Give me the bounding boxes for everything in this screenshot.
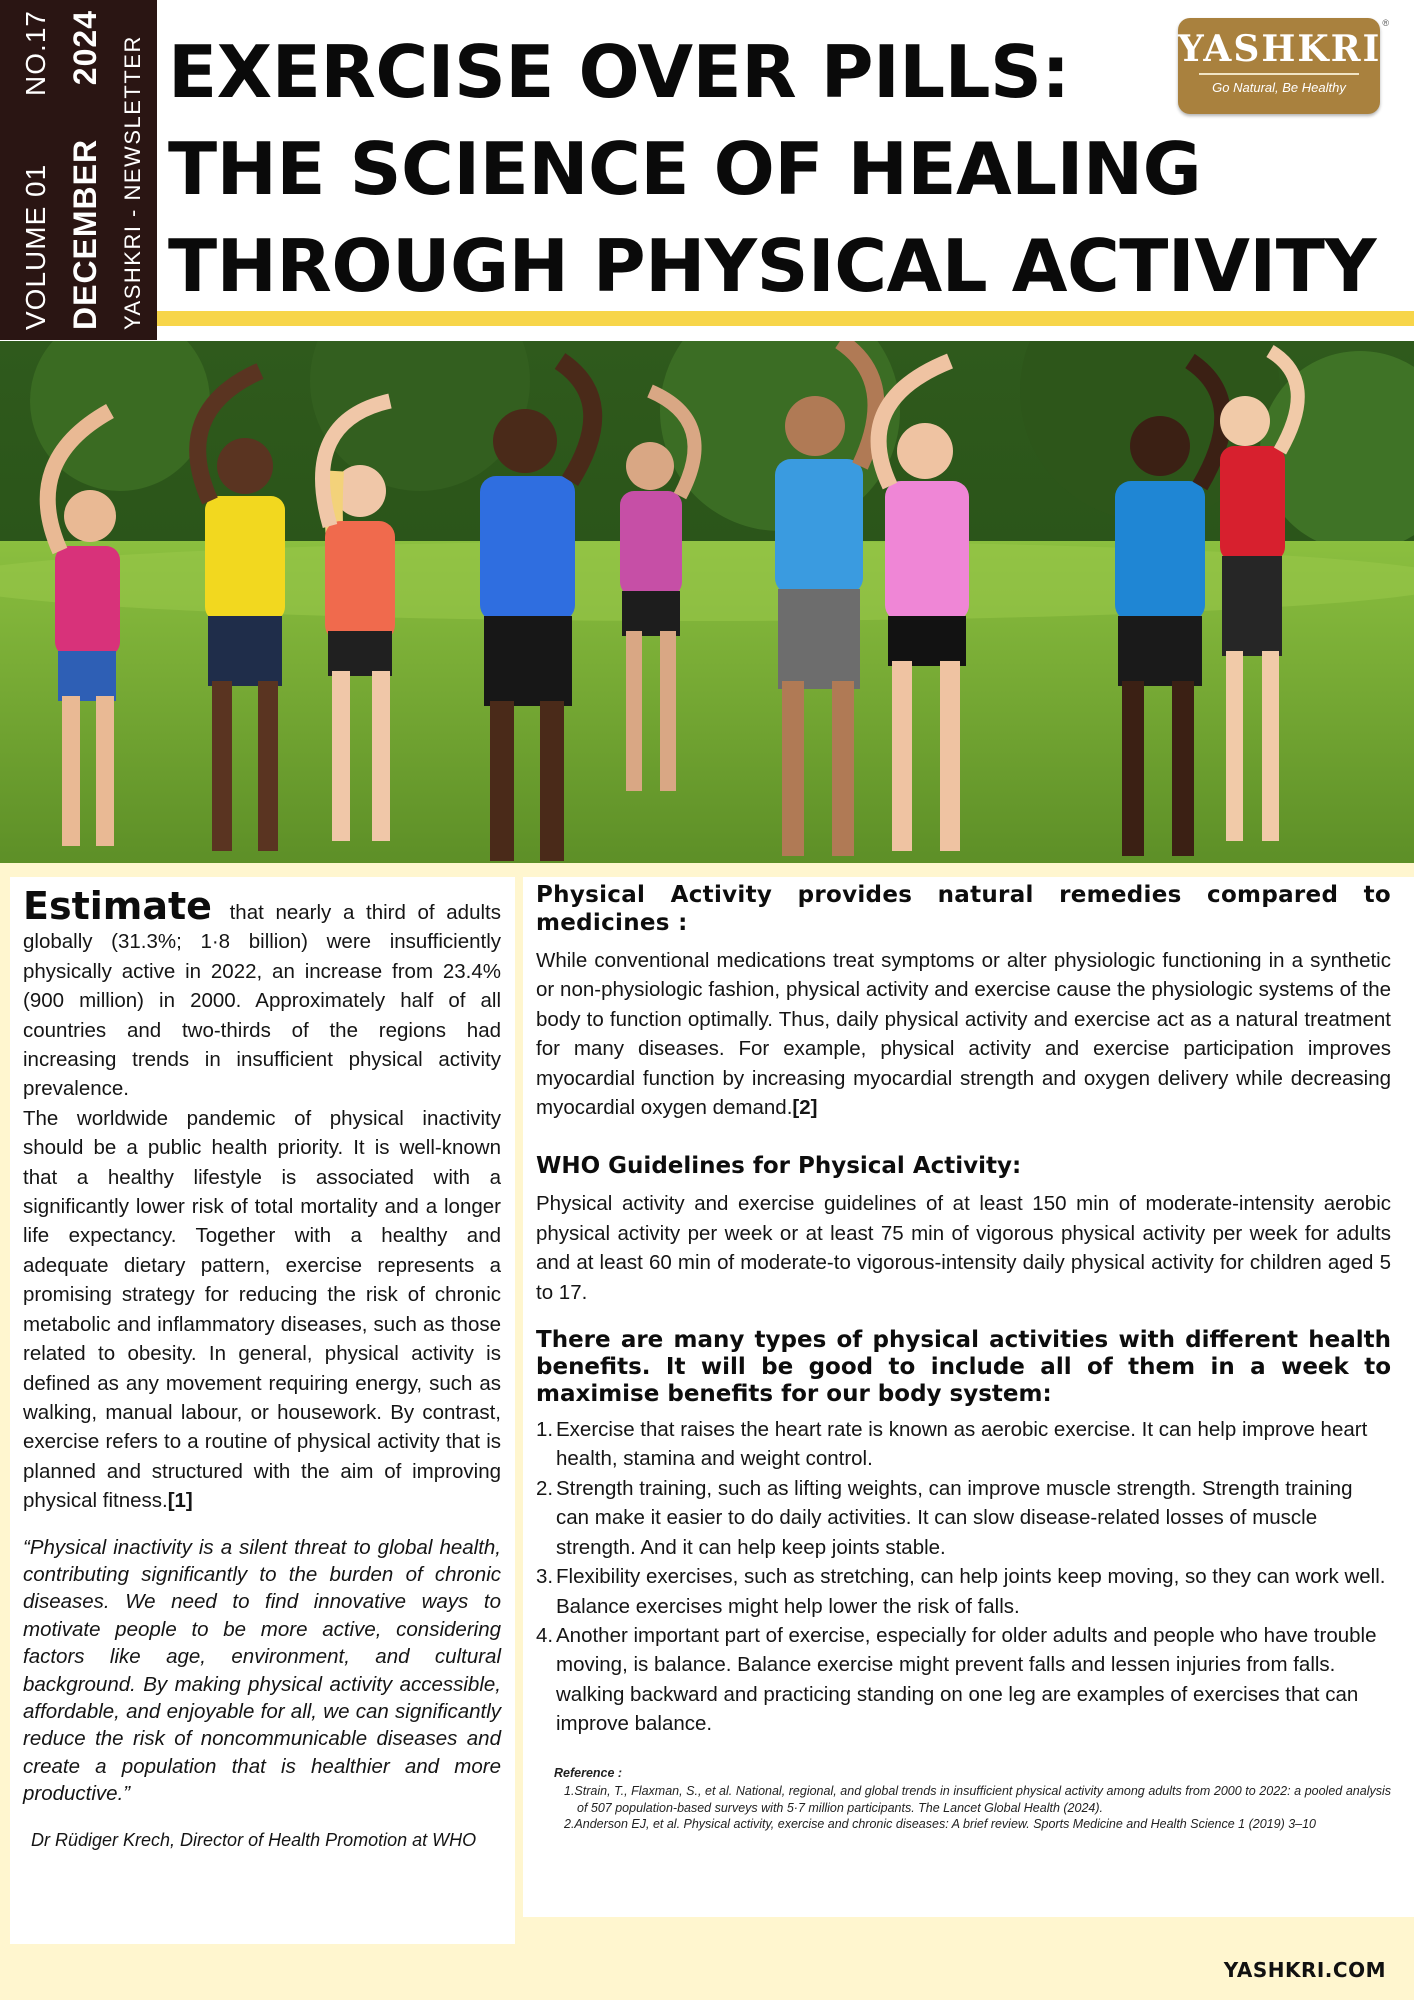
title-underline — [157, 311, 1414, 326]
masthead-text — [8, 10, 157, 330]
quote-attribution: Dr Rüdiger Krech, Director of Health Promotion at WHO — [31, 1829, 477, 1850]
list-number: 3. — [536, 1565, 554, 1589]
left-column — [23, 884, 501, 1851]
volume-label: VOLUME 01 — [19, 163, 51, 330]
list-text: Strength training, such as lifting weights, can improve muscle strength. Strength training can make it easier to do daily activities. It can slow disease-related losses of muscle strength. And it can help keep joints stable. — [556, 1476, 1353, 1559]
body-text: The worldwide pandemic of physical inactivity should be a public health priority. It is well-known that a healthy lifestyle is associated with a significantly lower risk of total mortality and a longer life expectancy. Together with a healthy and adequate dietary pattern, exercise represents a promising strategy for reducing the risk of chronic metabolic and inflammatory diseases, such as those related to obesity. In general, physical activity is defined as any movement requiring energy, such as walking, manual labour, or housework. By contrast, exercise refers to a routine of physical activity that is planned and structured with the aim of improving physical fitness. — [23, 1106, 501, 1513]
title-line-1: EXERCISE OVER PILLS: — [168, 30, 1070, 114]
list-number: 2. — [536, 1476, 554, 1500]
list-item — [536, 1474, 1391, 1562]
lead-word: Estimate — [23, 884, 212, 928]
issue-year: 2024 — [67, 10, 104, 86]
intro-paragraph — [23, 884, 501, 1104]
remedies-heading: Physical Activity provides natural remedies compared to medicines : — [536, 882, 1391, 936]
citation-1: [1] — [167, 1489, 193, 1513]
reference-item: 2.Anderson EJ, et al. Physical activity, exercise and chronic diseases: A brief review. Sports Medicine and Health Science 1 (2019) 3–10 — [564, 1817, 1317, 1832]
logo-divider — [1199, 73, 1359, 75]
issue-month: DECEMBER — [67, 138, 104, 330]
list-text: Exercise that raises the heart rate is known as aerobic exercise. It can help improve heart health, stamina and weight control. — [556, 1418, 1368, 1471]
logo-wordmark: YASHKRI — [1178, 28, 1382, 70]
title-line-2: THE SCIENCE OF HEALING — [168, 127, 1202, 211]
list-item — [536, 1415, 1391, 1474]
list-text: Another important part of exercise, especially for older adults and people who have trouble moving, is balance. Balance exercise might prevent falls and lessen injuries from falls. walking backward and practicing standing on one leg are examples of exercises that can improve balance. — [556, 1623, 1377, 1736]
title-line-3: THROUGH PHYSICAL ACTIVITY — [168, 224, 1376, 308]
registered-mark: ® — [1382, 18, 1389, 28]
remedies-text: While conventional medications treat symptoms or alter physiologic functioning in a synthetic or non-physiologic fashion, physical activity and exercise cause the physiologic systems of the body to function optimally. Thus, daily physical activity and exercise act as a natural treatment for many diseases. For example, physical activity and exercise participation improves myocardial function by increasing myocardial strength and oxygen delivery while decreasing myocardial oxygen demand. — [536, 949, 1391, 1120]
citation-2: [2] — [792, 1096, 818, 1120]
list-number: 1. — [536, 1418, 554, 1442]
footer-website: YASHKRI.COM — [1223, 1958, 1386, 1982]
exercise-group-illustration — [0, 341, 1414, 863]
right-column — [536, 881, 1391, 1833]
list-number: 4. — [536, 1623, 554, 1647]
issue-number: NO.17 — [19, 10, 51, 96]
who-heading: WHO Guidelines for Physical Activity: — [536, 1153, 1022, 1180]
remedies-paragraph — [536, 946, 1391, 1122]
types-heading: There are many types of physical activities with different health benefits. It will be good to include all of them in a week to maximise benefits for our body system: — [536, 1327, 1391, 1408]
intro-text: that nearly a third of adults globally (31.3%; 1·8 billion) were insufficiently physically active in 2022, an increase from 23.4% (900 million) in 2000. Approximately half of all countries and two-thirds of the regions had increasing trends in insufficient physical activity prevalence. — [23, 901, 501, 1101]
hero-photo — [0, 341, 1414, 863]
list-text: Flexibility exercises, such as stretching, can help joints keep moving, so they can work well. Balance exercises might help lower the risk of falls. — [556, 1565, 1386, 1618]
who-paragraph: Physical activity and exercise guidelines of at least 150 min of moderate-intensity aerobic physical activity per week or at least 75 min of vigorous physical activity per week for adults and at least 60 min of moderate-to vigorous-intensity daily physical activity for children aged 5 to 17. — [536, 1192, 1391, 1304]
pull-quote: “Physical inactivity is a silent threat to global health, contributing significantly to the burden of chronic diseases. We need to find innovative ways to motivate people to be more active, considering factors like age, environment, and cultural background. By making physical activity accessible, affordable, and enjoyable for all, we can significantly reduce the risk of noncommunicable diseases and create a population that is healthier and more productive.” — [23, 1535, 501, 1806]
brand-logo — [1178, 18, 1389, 114]
masthead-band — [0, 0, 157, 340]
references-title: Reference : — [554, 1765, 623, 1780]
types-list — [536, 1415, 1391, 1738]
logo-tagline: Go Natural, Be Healthy — [1212, 80, 1346, 95]
list-item — [536, 1562, 1391, 1621]
body-paragraph — [23, 1104, 501, 1516]
newsletter-name: YASHKRI - NEWSLETTER — [120, 35, 146, 330]
references — [554, 1765, 1391, 1833]
reference-item: 1.Strain, T., Flaxman, S., et al. National, regional, and global trends in insufficient physical activity among adults from 2000 to 2022: a pooled analysis of 507 population-based surveys with 5·7 million participants. The Lancet Global Health (2024). — [564, 1784, 1391, 1815]
list-item — [536, 1621, 1391, 1739]
